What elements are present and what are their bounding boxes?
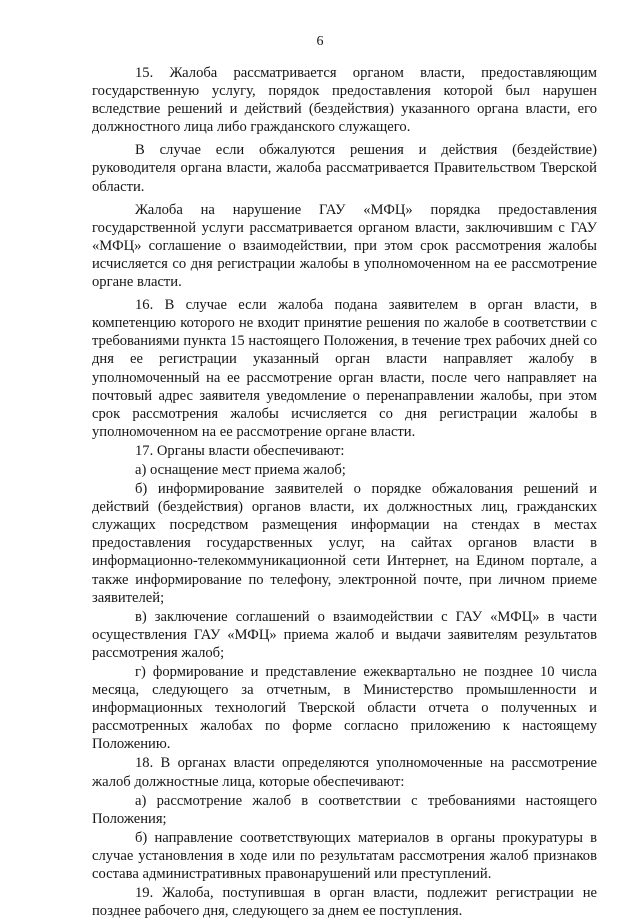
paragraph-17: 17. Органы власти обеспечивают:	[135, 442, 345, 459]
document-body	[92, 64, 597, 921]
paragraph-17-a: а) оснащение мест приема жалоб;	[135, 461, 346, 478]
paragraph-15-head-of-authority: В случае если обжалуются решения и действия (бездействие) руководителя органа власти, жалоба рассматривается Правительством Тверской области.	[92, 142, 597, 195]
paragraph-17-b: б) информирование заявителей о порядке обжалования решений и действий (бездействия) органов власти, их должностных лиц, гражданских служащих посредством размещения информации на стендах в местах предоставления государственных услуг, на сайтах органов власти в информационно-телекоммуникационной сети Интернет, на Едином портале, а также информирование по телефону, электронной почте, при личном приеме заявителей;	[92, 481, 597, 606]
paragraph-17-v: в) заключение соглашений о взаимодействии с ГАУ «МФЦ» в части осуществления ГАУ «МФЦ» приема жалоб и выдачи заявителям результатов рассмотрения жалоб;	[92, 608, 597, 661]
paragraph-15-mfc-complaint: Жалоба на нарушение ГАУ «МФЦ» порядка предоставления государственной услуги рассматривается органом власти, заключившим с ГАУ «МФЦ» соглашение о взаимодействии, при этом срок рассмотрения жалобы исчисляется со дня регистрации жалобы в уполномоченном на ее рассмотрение органе власти.	[92, 201, 597, 291]
paragraph-18: 18. В органах власти определяются уполномоченные на рассмотрение жалоб должностные лица, которые обеспечивают:	[92, 755, 597, 790]
paragraph-18-b: б) направление соответствующих материалов в органы прокуратуры в случае установления в ходе или по результатам рассмотрения жалоб признаков состава административных правонарушений или преступлений.	[92, 829, 597, 883]
paragraph-16: 16. В случае если жалоба подана заявителем в орган власти, в компетенцию которого не входит принятие решения по жалобе в соответствии с требованиями пункта 15 настоящего Положения, в течение трех рабочих дней со дня ее регистрации указанный орган власти направляет жалобу в уполномоченный на ее рассмотрение орган власти, после чего направляет на почтовый адрес заявителя уведомление о перенаправлении жалобы, при этом срок рассмотрения жалобы исчисляется со дня регистрации жалобы в уполномоченном на ее рассмотрение органе власти.	[92, 297, 597, 440]
page-number: 6	[316, 34, 324, 49]
paragraph-15: 15. Жалоба рассматривается органом власти, предоставляющим государственную услугу, порядок предоставления которой был нарушен вследствие решений и действий (бездействия) указанного органа власти, его должностного лица либо гражданского служащего.	[92, 65, 597, 136]
paragraph-19: 19. Жалоба, поступившая в орган власти, подлежит регистрации не позднее рабочего дня, следующего за днем ее поступления.	[92, 885, 597, 920]
paragraph-18-a: а) рассмотрение жалоб в соответствии с требованиями настоящего Положения;	[92, 792, 597, 827]
paragraph-17-g: г) формирование и представление ежеквартально не позднее 10 числа месяца, следующего за отчетным, в Министерство промышленности и информационных технологий Тверской области отчета о полученных и рассмотренных жалобах по форме согласно приложению к настоящему Положению.	[92, 664, 597, 753]
